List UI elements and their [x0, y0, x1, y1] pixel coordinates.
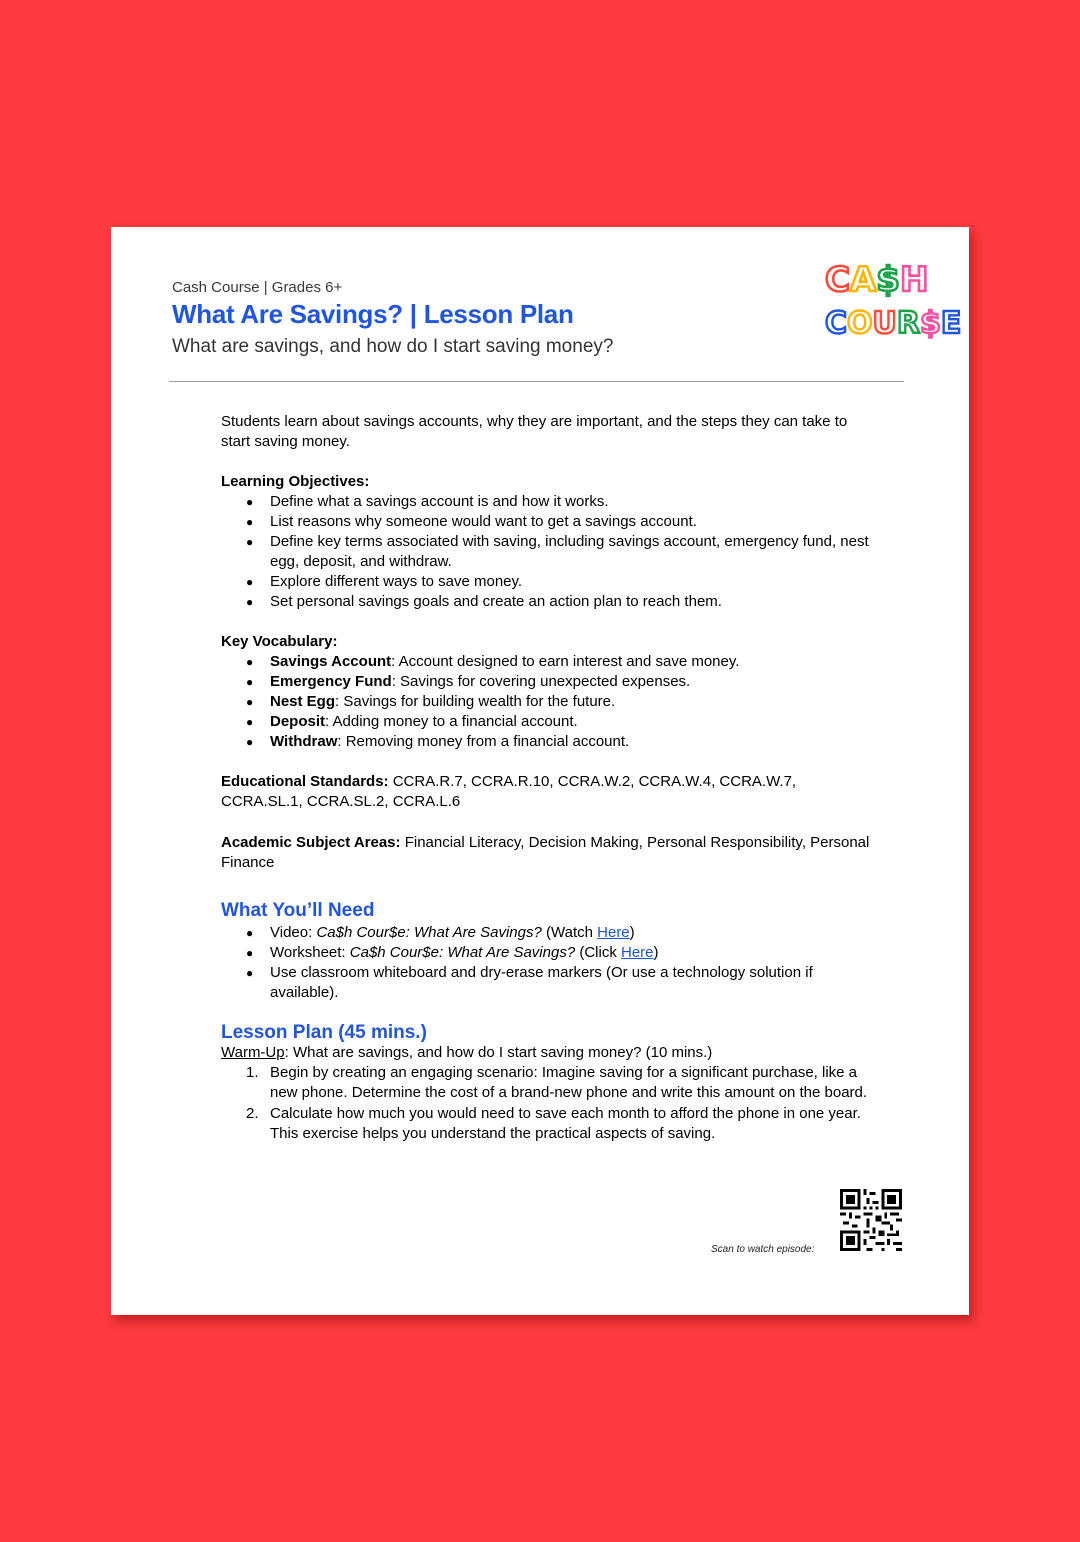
need-video-item — [221, 923, 871, 943]
page-subtitle: What are savings, and how do I start saving money? — [172, 336, 614, 357]
need-whiteboard-item: ● Use classroom whiteboard and dry-erase markers (Or use a technology solution if available). — [221, 963, 871, 1003]
step-item — [221, 1063, 871, 1103]
vocab-term: Deposit — [270, 713, 326, 730]
worksheet-title: Ca$h Cour$e: What Are Savings? — [349, 944, 576, 961]
lesson-content — [221, 412, 871, 1145]
list-item: ● List reasons why someone would want to get a savings account. — [221, 512, 871, 532]
vocab-term: Nest Egg — [270, 693, 336, 710]
vocab-item — [221, 732, 871, 752]
list-item: ● Explore different ways to save money. — [221, 572, 871, 592]
need-video-prefix: Video: — [270, 924, 317, 941]
need-worksheet-middle: (Click — [575, 944, 621, 961]
vocab-item — [221, 712, 871, 732]
vocabulary-label: Key Vocabulary: — [221, 633, 338, 650]
video-title: Ca$h Cour$e: What Are Savings? — [316, 924, 542, 941]
vocab-definition: : Adding money to a financial account. — [325, 713, 578, 730]
vocabulary-list — [221, 652, 871, 752]
vocab-term: Withdraw — [270, 733, 338, 750]
course-grade-label: Cash Course | Grades 6+ — [172, 279, 343, 296]
qr-code[interactable] — [840, 1189, 902, 1251]
video-link[interactable]: Here — [597, 924, 630, 941]
need-list — [221, 923, 871, 1003]
vocab-definition: : Account designed to earn interest and save money. — [391, 653, 740, 670]
need-heading: What You’ll Need — [221, 900, 375, 921]
objectives-label: Learning Objectives: — [221, 473, 370, 490]
vocab-term: Savings Account — [270, 653, 392, 670]
vocab-definition: : Savings for building wealth for the future. — [335, 693, 616, 710]
vocab-definition: : Savings for covering unexpected expenses. — [391, 673, 691, 690]
need-worksheet-suffix: ) — [653, 944, 659, 961]
page-title: What Are Savings? | Lesson Plan — [172, 299, 574, 329]
warmup-steps — [221, 1063, 871, 1144]
step-number: 1. — [246, 1064, 259, 1081]
step-number: 2. — [246, 1105, 259, 1122]
need-worksheet-prefix: Worksheet: — [270, 944, 350, 961]
step-text: Begin by creating an engaging scenario: Imagine saving for a significant purchase, like a new phone. Determine the cost of a brand-new phone and write this amount on the board. — [270, 1064, 868, 1101]
need-video-middle: (Watch — [541, 924, 598, 941]
svg-text:COUR$E: COUR$E — [825, 306, 962, 341]
need-video-suffix: ) — [629, 924, 635, 941]
header — [172, 279, 613, 358]
subjects-paragraph — [221, 833, 871, 873]
vocab-item — [221, 692, 871, 712]
need-worksheet-item — [221, 943, 871, 963]
standards-paragraph — [221, 772, 871, 812]
header-divider — [169, 381, 904, 382]
vocab-item — [221, 652, 871, 672]
objectives-list — [221, 492, 871, 612]
cash-course-logo — [823, 257, 962, 341]
svg-text:CA$H: CA$H — [825, 260, 929, 300]
list-item: ● Define what a savings account is and how it works. — [221, 492, 871, 512]
intro-paragraph: Students learn about savings accounts, why they are important, and the steps they can take to start saving money. — [221, 413, 848, 450]
step-item — [221, 1104, 871, 1144]
subjects-text: Financial Literacy, Decision Making, Personal Responsibility, Personal Finance — [221, 834, 870, 871]
lesson-plan-page — [111, 227, 969, 1315]
qr-caption: Scan to watch episode: — [711, 1244, 815, 1255]
vocab-term: Emergency Fund — [270, 673, 392, 690]
vocab-item — [221, 672, 871, 692]
list-item: ● Define key terms associated with saving, including savings account, emergency fund, nest egg, deposit, and withdraw. — [221, 532, 871, 572]
step-text: Calculate how much you would need to save each month to afford the phone in one year. This exercise helps you understand the practical aspects of saving. — [270, 1105, 861, 1142]
list-item: ● Set personal savings goals and create an action plan to reach them. — [221, 592, 871, 612]
standards-label: Educational Standards: — [221, 773, 389, 790]
warmup-line — [221, 1043, 871, 1063]
lesson-heading: Lesson Plan (45 mins.) — [221, 1022, 427, 1043]
worksheet-link[interactable]: Here — [621, 944, 654, 961]
warmup-text: : What are savings, and how do I start saving money? (10 mins.) — [284, 1044, 713, 1061]
warmup-label: Warm-Up — [221, 1044, 285, 1061]
subjects-label: Academic Subject Areas: — [221, 834, 401, 851]
vocab-definition: : Removing money from a financial account. — [337, 733, 630, 750]
standards-text: CCRA.R.7, CCRA.R.10, CCRA.W.2, CCRA.W.4, CCRA.W.7, CCRA.SL.1, CCRA.SL.2, CCRA.L.6 — [221, 773, 797, 810]
